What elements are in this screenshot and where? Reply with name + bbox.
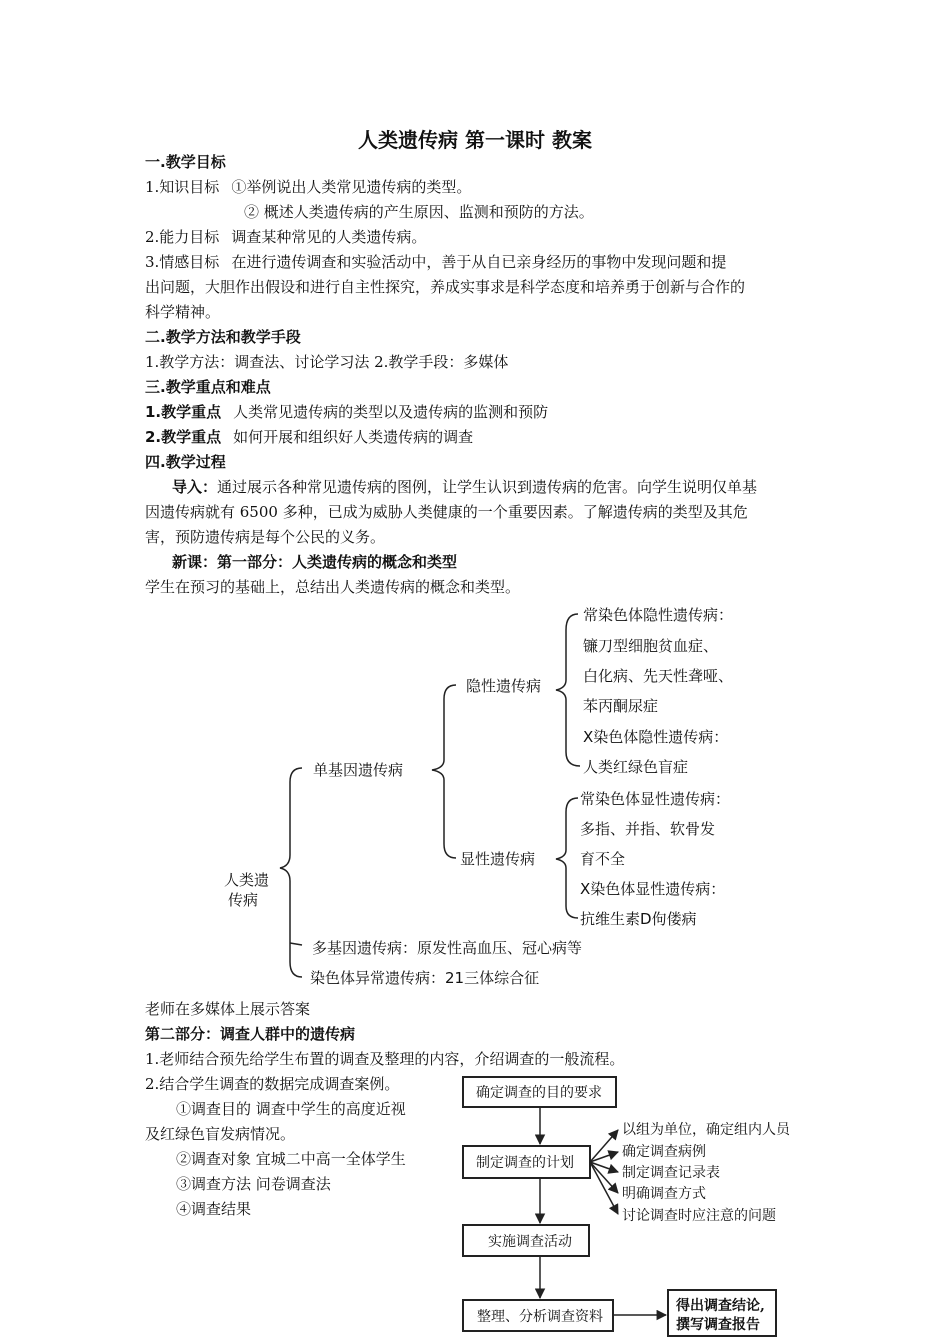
emotion-label: 3.情感目标 bbox=[145, 253, 220, 271]
flow-conclusion-line1: 得出调查结论, bbox=[676, 1298, 765, 1314]
tree-dom-item: 抗维生素D佝偻病 bbox=[580, 910, 697, 928]
document-title: 人类遗传病 第一课时 教案 bbox=[358, 128, 592, 152]
survey-object: ②调查对象 宜城二中高一全体学生 bbox=[176, 1150, 406, 1168]
teacher-answer-line: 老师在多媒体上展示答案 bbox=[145, 1000, 311, 1018]
tree-dom-item: 常染色体显性遗传病： bbox=[580, 790, 731, 808]
tree-dominant: 显性遗传病 bbox=[460, 850, 536, 868]
flow-plan-item: 明确调查方式 bbox=[622, 1186, 706, 1202]
flow-plan-item: 制定调查记录表 bbox=[622, 1165, 720, 1181]
section-heading-methods: 二.教学方法和教学手段 bbox=[145, 328, 301, 346]
survey-method: ③调查方法 问卷调查法 bbox=[176, 1175, 331, 1193]
tree-rec-item: 白化病、先天性聋哑、 bbox=[583, 667, 734, 685]
survey-result: ④调查结果 bbox=[176, 1200, 252, 1218]
flow-plan-item: 以组为单位，确定组内人员 bbox=[622, 1122, 790, 1138]
new-lesson-heading: 新课：第一部分：人类遗传病的概念和类型 bbox=[172, 553, 458, 571]
tree-dom-item: X染色体显性遗传病： bbox=[580, 880, 726, 898]
ability-text: 调查某种常见的人类遗传病。 bbox=[231, 228, 427, 246]
student-summary-line: 学生在预习的基础上，总结出人类遗传病的概念和类型。 bbox=[145, 578, 521, 596]
tree-root-line2: 传病 bbox=[228, 891, 259, 909]
key-point-2-text: 如何开展和组织好人类遗传病的调查 bbox=[233, 428, 474, 446]
tree-single-gene: 单基因遗传病 bbox=[313, 761, 404, 779]
part2-line-2: 2.结合学生调查的数据完成调查案例。 bbox=[145, 1075, 400, 1093]
flow-step-2: 制定调查的计划 bbox=[476, 1155, 574, 1171]
tree-rec-item: 常染色体隐性遗传病： bbox=[583, 606, 734, 624]
emotion-text-3: 科学精神。 bbox=[145, 303, 221, 321]
intro-text-1: 通过展示各种常见遗传病的图例，让学生认识到遗传病的危害。向学生说明仅单基 bbox=[217, 478, 758, 496]
survey-purpose-1: ①调查目的 调查中学生的高度近视 bbox=[176, 1100, 406, 1118]
section-heading-keypoints: 三.教学重点和难点 bbox=[145, 378, 271, 396]
flow-conclusion-line2: 撰写调查报告 bbox=[676, 1317, 760, 1333]
tree-rec-item: 苯丙酮尿症 bbox=[583, 697, 659, 715]
flow-plan-item: 讨论调查时应注意的问题 bbox=[622, 1208, 776, 1224]
knowledge-item-1: ①举例说出人类常见遗传病的类型。 bbox=[231, 178, 472, 196]
ability-label: 2.能力目标 bbox=[145, 228, 220, 246]
emotion-text-2: 出问题，大胆作出假设和进行自主性探究，养成实事求是科学态度和培养勇于创新与合作的 bbox=[145, 278, 746, 296]
key-point-2-label: 2.教学重点 bbox=[145, 428, 222, 446]
tree-chromosome: 染色体异常遗传病：21三体综合征 bbox=[310, 969, 540, 987]
tree-rec-item: 镰刀型细胞贫血症、 bbox=[583, 637, 719, 655]
tree-root-line1: 人类遗 bbox=[224, 871, 270, 889]
survey-purpose-2: 及红绿色盲发病情况。 bbox=[145, 1125, 296, 1143]
intro-text-3: 害，预防遗传病是每个公民的义务。 bbox=[145, 528, 386, 546]
intro-text-2: 因遗传病就有 6500 多种，已成为威胁人类健康的一个重要因素。了解遗传病的类型及其危 bbox=[145, 503, 748, 521]
key-point-1-label: 1.教学重点 bbox=[145, 403, 222, 421]
methods-line: 1.教学方法：调查法、讨论学习法 2.教学手段：多媒体 bbox=[145, 353, 509, 371]
part2-line-1: 1.老师结合预先给学生布置的调查及整理的内容，介绍调查的一般流程。 bbox=[145, 1050, 625, 1068]
tree-recessive: 隐性遗传病 bbox=[466, 677, 542, 695]
tree-dom-item: 多指、并指、软骨发 bbox=[580, 820, 716, 838]
tree-rec-item: 人类红绿色盲症 bbox=[583, 758, 689, 776]
emotion-text-1: 在进行遗传调查和实验活动中，善于从自已亲身经历的事物中发现问题和提 bbox=[231, 253, 727, 271]
tree-rec-item: X染色体隐性遗传病： bbox=[583, 728, 729, 746]
tree-multi-gene: 多基因遗传病：原发性高血压、冠心病等 bbox=[312, 939, 583, 957]
part2-heading: 第二部分：调查人群中的遗传病 bbox=[145, 1025, 356, 1043]
flow-step-3: 实施调查活动 bbox=[488, 1234, 572, 1250]
key-point-1-text: 人类常见遗传病的类型以及遗传病的监测和预防 bbox=[233, 403, 549, 421]
flow-step-4: 整理、分析调查资料 bbox=[477, 1309, 603, 1325]
intro-label: 导入： bbox=[172, 478, 218, 496]
section-heading-process: 四.教学过程 bbox=[145, 453, 226, 471]
flow-step-1: 确定调查的目的要求 bbox=[476, 1085, 602, 1101]
section-heading-objectives: 一.教学目标 bbox=[145, 153, 226, 171]
tree-dom-item: 育不全 bbox=[580, 850, 626, 868]
flow-plan-item: 确定调查病例 bbox=[622, 1144, 706, 1160]
knowledge-item-2: ② 概述人类遗传病的产生原因、监测和预防的方法。 bbox=[244, 203, 594, 221]
knowledge-label: 1.知识目标 bbox=[145, 178, 220, 196]
